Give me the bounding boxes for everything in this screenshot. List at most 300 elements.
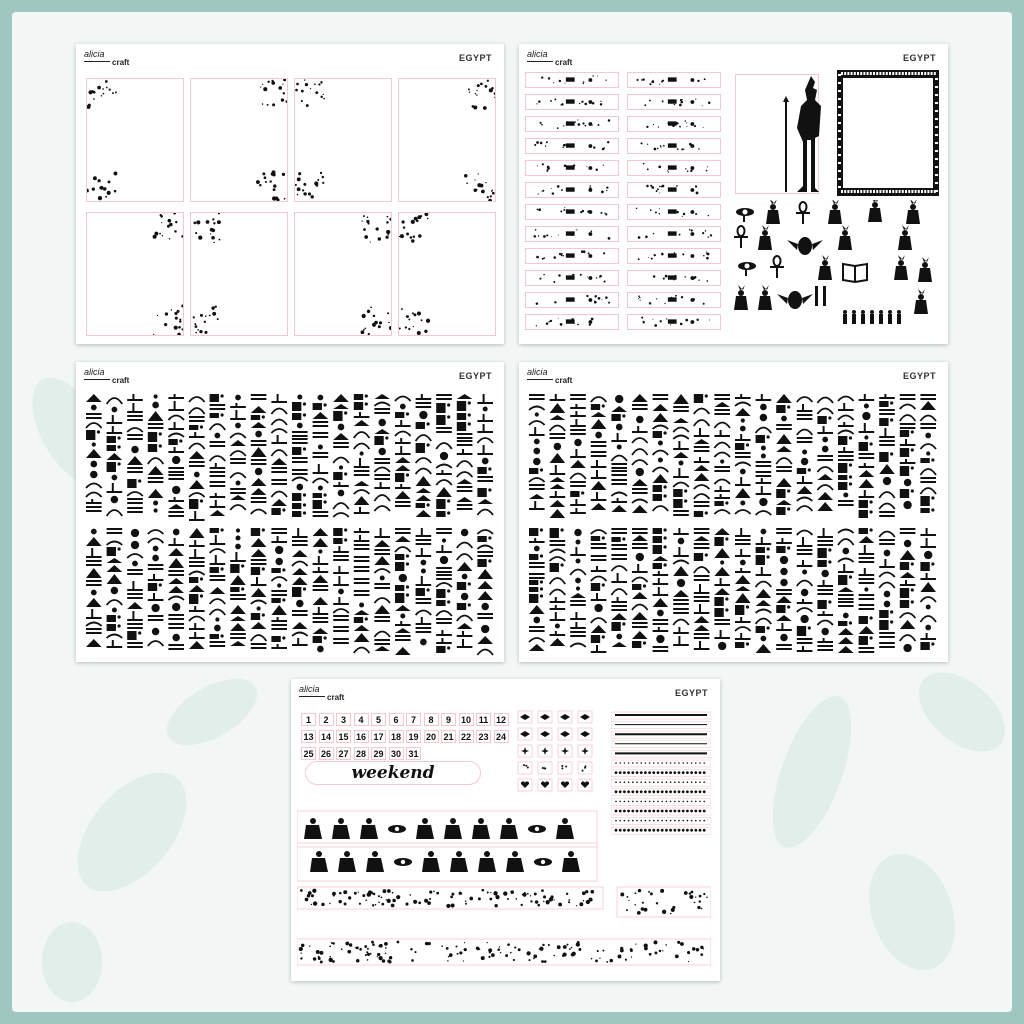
hieroglyph-glyph (153, 546, 159, 552)
hieroglyph-glyph (756, 644, 772, 653)
hieroglyph-glyph (694, 511, 708, 517)
hieroglyph-glyph (879, 492, 895, 498)
hieroglyph-glyph (457, 449, 473, 455)
hieroglyph-glyph (313, 500, 327, 509)
brand-logo (527, 49, 587, 71)
hieroglyph-glyph (107, 453, 123, 460)
hieroglyph-glyph (714, 567, 730, 576)
hieroglyph-glyph (920, 477, 936, 483)
hieroglyph-glyph (251, 406, 267, 413)
hieroglyph-glyph (591, 625, 607, 633)
hieroglyph-glyph (477, 613, 493, 619)
hieroglyph-glyph (611, 493, 627, 497)
hieroglyph-glyph (168, 467, 184, 473)
hieroglyph-glyph (477, 510, 493, 516)
hieroglyph-glyph (756, 435, 770, 443)
hieroglyph-glyph (333, 472, 347, 480)
hieroglyph-glyph (354, 590, 370, 596)
hieroglyph-glyph (210, 500, 226, 508)
brand-suffix: craft (555, 376, 573, 385)
hieroglyph-glyph (838, 397, 854, 402)
sheet-title: EGYPT (458, 53, 492, 63)
hieroglyph-glyph (107, 547, 121, 556)
hieroglyph-glyph (399, 574, 407, 582)
hieroglyph-glyph (172, 603, 180, 611)
hieroglyph-glyph (230, 488, 246, 494)
brand-suffix: craft (327, 693, 345, 702)
hieroglyph-glyph (776, 458, 792, 464)
hieroglyph-glyph (436, 528, 452, 534)
ankh-icon (796, 202, 810, 224)
hieroglyph-glyph (210, 481, 226, 487)
hieroglyph-glyph (354, 432, 370, 438)
hieroglyph-glyph (152, 628, 160, 636)
hieroglyph-glyph (168, 644, 184, 650)
hieroglyph-glyph (570, 644, 586, 648)
hieroglyph-glyph (776, 394, 792, 403)
hieroglyph-glyph (210, 555, 226, 565)
hieroglyph-glyph (148, 593, 164, 601)
hieroglyph-glyph (416, 528, 432, 537)
hieroglyph-glyph (380, 576, 385, 581)
brand-suffix: craft (112, 58, 130, 67)
hieroglyph-glyph (436, 638, 452, 644)
hieroglyph-glyph (257, 606, 261, 610)
hieroglyph-glyph (714, 394, 730, 400)
washi-strip-sticker (525, 292, 619, 308)
sheet-title: EGYPT (902, 53, 936, 63)
hieroglyph-glyph (797, 626, 811, 636)
hieroglyph-glyph (230, 434, 246, 439)
hieroglyph-glyph (215, 617, 219, 621)
hieroglyph-glyph (168, 586, 184, 593)
hieroglyph-glyph (313, 479, 329, 484)
hieroglyph-glyph (313, 617, 329, 623)
washi-strip-sticker (627, 270, 721, 286)
hieroglyph-glyph (354, 528, 370, 533)
hieroglyph-glyph (236, 536, 241, 541)
hieroglyph-glyph (570, 394, 586, 400)
hieroglyph-glyph (632, 631, 648, 639)
hieroglyph-glyph (86, 623, 102, 627)
hieroglyph-glyph (168, 511, 184, 517)
scarab-icon (777, 291, 813, 309)
hieroglyph-glyph (533, 458, 541, 466)
hieroglyph-glyph (374, 495, 390, 501)
hieroglyph-glyph (694, 553, 708, 561)
hieroglyph-glyph (333, 433, 349, 440)
washi-strip-sticker (627, 226, 721, 242)
hieroglyph-glyph (416, 611, 432, 616)
hieroglyph-glyph (168, 597, 184, 601)
hieroglyph-glyph (457, 554, 473, 560)
hieroglyph-glyph (251, 488, 267, 495)
hieroglyph-glyph (148, 444, 162, 452)
hieroglyph-glyph (296, 484, 303, 491)
hieroglyph-glyph (152, 402, 159, 409)
hieroglyph-glyph (416, 435, 432, 441)
hieroglyph-glyph (148, 432, 162, 442)
hieroglyph-glyph (776, 478, 792, 487)
hieroglyph-glyph (313, 567, 329, 573)
brand-logo (527, 367, 587, 389)
hieroglyph-glyph (817, 580, 833, 587)
hieroglyph-glyph (457, 433, 473, 439)
hieroglyph-glyph (714, 578, 730, 586)
hieroglyph-glyph (550, 631, 566, 636)
hieroglyph-glyph (570, 411, 586, 417)
deco-sticker (578, 745, 592, 757)
hieroglyph-glyph (86, 430, 100, 440)
hieroglyph-glyph (694, 616, 710, 623)
divider-line (611, 750, 711, 757)
hieroglyph-glyph (735, 633, 751, 640)
cat-icon (906, 200, 920, 224)
hieroglyph-glyph (251, 497, 267, 503)
hieroglyph-glyph (781, 416, 787, 422)
hieroglyph-glyph (653, 619, 669, 625)
hieroglyph-glyph (210, 599, 226, 604)
hieroglyph-glyph (354, 648, 370, 654)
hieroglyph-glyph (900, 600, 914, 608)
hieroglyph-glyph (550, 638, 566, 646)
date-sticker: 26 (319, 747, 334, 760)
hieroglyph-glyph (457, 562, 473, 571)
hieroglyph-glyph (714, 510, 730, 514)
hieroglyph-glyph (632, 535, 648, 541)
hieroglyph-glyph (374, 616, 390, 622)
hieroglyph-glyph (251, 588, 267, 597)
hieroglyph-glyph (333, 503, 349, 509)
egyptian-border-strips (297, 803, 607, 883)
hieroglyph-glyph (90, 471, 98, 479)
hieroglyph-glyph (550, 578, 566, 584)
hieroglyph-glyph (127, 569, 143, 575)
hieroglyph-glyph (838, 455, 854, 461)
hieroglyph-glyph (416, 576, 432, 586)
hieroglyph-glyph (374, 605, 390, 614)
hieroglyph-glyph (694, 473, 710, 481)
hieroglyph-glyph (436, 394, 452, 400)
hieroglyph-glyph (838, 539, 854, 545)
dotted-strip-sticker (617, 887, 711, 917)
washi-strip-sticker (525, 314, 619, 330)
divider-line (611, 827, 711, 834)
hieroglyph-glyph (797, 537, 813, 547)
hieroglyph-glyph (436, 487, 452, 497)
hieroglyph-glyph (632, 438, 648, 443)
hieroglyph-glyph (529, 538, 545, 543)
hieroglyph-glyph (271, 450, 287, 456)
hieroglyph-glyph (168, 434, 184, 438)
hieroglyph-glyph (313, 412, 329, 419)
hieroglyph-glyph (251, 415, 265, 420)
hieroglyph-glyph (230, 616, 246, 621)
hieroglyph-glyph (148, 574, 164, 581)
hieroglyph-glyph (86, 506, 102, 512)
hieroglyph-glyph (817, 455, 833, 461)
hieroglyph-glyph (529, 407, 545, 411)
hieroglyph-glyph (632, 505, 648, 513)
hieroglyph-glyph (317, 395, 323, 401)
deco-sticker (538, 711, 552, 723)
hieroglyph-glyph (333, 513, 349, 517)
hieroglyph-glyph (457, 603, 471, 610)
brand-logo (84, 49, 144, 71)
hieroglyph-glyph (756, 626, 770, 633)
hieroglyph-glyph (292, 493, 306, 501)
hieroglyph-glyph (817, 621, 833, 626)
hieroglyph-glyph (153, 501, 158, 506)
hieroglyph-glyph (251, 643, 267, 649)
hieroglyph-glyph (574, 529, 582, 537)
hieroglyph-glyph (611, 605, 627, 611)
hieroglyph-glyph (529, 554, 543, 560)
hieroglyph-glyph (694, 485, 710, 489)
hieroglyph-glyph (714, 423, 730, 429)
hieroglyph-glyph (673, 489, 687, 497)
hieroglyph-glyph (879, 464, 895, 474)
hieroglyph-glyph (251, 440, 267, 446)
hieroglyph-glyph (570, 404, 586, 409)
date-sticker: 16 (354, 730, 369, 743)
hieroglyph-glyph (477, 591, 493, 600)
sticker-sheet-hieroglyphs-b (519, 362, 948, 662)
hieroglyph-glyph (271, 644, 287, 649)
deco-sticker (518, 711, 532, 723)
hieroglyph-glyph (374, 474, 390, 480)
hieroglyph-glyph (591, 419, 607, 429)
flag-icon (815, 286, 826, 306)
hieroglyph-glyph (374, 408, 390, 414)
hieroglyph-glyph (817, 638, 833, 643)
deco-sticker (538, 745, 552, 757)
hieroglyph-glyph (780, 579, 788, 587)
hieroglyph-glyph (653, 563, 667, 569)
hieroglyph-glyph (251, 577, 267, 586)
hieroglyph-glyph (251, 510, 267, 515)
hieroglyph-glyph (591, 593, 607, 601)
hieroglyph-glyph (189, 493, 205, 497)
hieroglyph-glyph (776, 644, 792, 650)
hieroglyph-glyph (673, 627, 689, 634)
hieroglyph-glyph (920, 528, 936, 536)
hieroglyph-glyph (920, 573, 936, 580)
hieroglyph-glyph (189, 397, 205, 402)
hieroglyph-glyph (354, 458, 370, 468)
hieroglyph-glyph (292, 528, 308, 538)
hieroglyph-glyph (313, 421, 329, 427)
hieroglyph-glyph (838, 564, 854, 573)
hieroglyph-glyph (653, 485, 667, 492)
hieroglyph-glyph (333, 546, 349, 553)
hieroglyph-glyph (859, 442, 873, 451)
hieroglyph-glyph (529, 528, 543, 536)
hieroglyph-glyph (529, 594, 543, 603)
hieroglyph-glyph (900, 394, 916, 400)
hieroglyph-glyph (374, 549, 390, 555)
hieroglyph-glyph (797, 560, 813, 567)
hieroglyph-glyph (714, 630, 730, 639)
hieroglyph-glyph (760, 414, 768, 422)
hieroglyph-glyph (838, 646, 854, 653)
hieroglyph-glyph (168, 538, 184, 546)
hieroglyph-glyph (374, 598, 390, 603)
hieroglyph-glyph (900, 423, 916, 429)
hieroglyph-glyph (338, 490, 345, 497)
hieroglyph-glyph (838, 403, 854, 411)
hieroglyph-glyph (333, 442, 349, 448)
hieroglyph-glyph (271, 636, 285, 642)
hieroglyph-glyph (817, 589, 833, 595)
hieroglyph-glyph (817, 409, 833, 415)
hieroglyph-glyph (111, 407, 117, 413)
hieroglyph-glyph (313, 511, 329, 517)
hieroglyph-glyph (395, 501, 411, 507)
hieroglyph-glyph (271, 605, 287, 615)
hieroglyph-glyph (591, 536, 605, 541)
dotted-corner-decoration (87, 79, 183, 201)
hieroglyph-glyph (611, 456, 627, 462)
hieroglyph-glyph (879, 428, 895, 438)
hieroglyph-glyph (436, 618, 452, 624)
hieroglyph-glyph (236, 481, 241, 486)
hieroglyph-glyph (920, 488, 936, 494)
hieroglyph-glyph (900, 405, 916, 410)
hieroglyph-glyph (611, 479, 627, 485)
hieroglyph-glyph (550, 426, 566, 432)
hieroglyph-glyph (859, 616, 873, 624)
hieroglyph-glyph (529, 580, 543, 585)
hieroglyph-glyph (879, 583, 895, 589)
hieroglyph-glyph (313, 403, 327, 410)
hieroglyph-glyph (271, 528, 287, 534)
hieroglyph-glyph (611, 498, 627, 503)
hieroglyph-glyph (189, 594, 203, 604)
hieroglyph-glyph (148, 530, 164, 534)
hieroglyph-glyph (127, 434, 143, 440)
hieroglyph-glyph (477, 424, 493, 433)
hieroglyph-glyph (148, 423, 164, 429)
deco-sticker (558, 728, 572, 740)
hieroglyph-glyph (925, 433, 931, 439)
hieroglyph-glyph (313, 556, 329, 565)
hieroglyph-glyph (694, 494, 710, 499)
hieroglyph-glyph (127, 642, 143, 648)
hieroglyph-glyph (529, 587, 543, 592)
hieroglyph-glyph (632, 404, 648, 410)
hieroglyph-glyph (210, 610, 226, 616)
people-icon (843, 310, 901, 324)
hieroglyph-glyph (653, 578, 669, 585)
dotted-corner-decoration (87, 213, 183, 335)
hieroglyph-glyph (797, 599, 813, 604)
hieroglyph-glyph (354, 420, 370, 426)
hieroglyph-glyph (86, 568, 102, 578)
hieroglyph-glyph (694, 596, 710, 602)
hieroglyph-glyph (457, 422, 471, 431)
hieroglyph-glyph (151, 604, 159, 612)
hieroglyph-glyph (230, 403, 246, 408)
hieroglyph-glyph (920, 508, 934, 513)
hieroglyph-glyph (457, 543, 473, 549)
hieroglyph-glyph (673, 394, 689, 404)
hieroglyph-glyph (900, 448, 914, 457)
hieroglyph-glyph (879, 409, 895, 415)
hieroglyph-glyph (735, 510, 751, 514)
divider-line (611, 741, 711, 748)
hieroglyph-glyph (313, 464, 329, 474)
hieroglyph-glyph (714, 608, 728, 617)
hieroglyph-glyph (632, 592, 648, 599)
hieroglyph-glyph (570, 547, 586, 556)
hieroglyph-glyph (416, 458, 432, 463)
hieroglyph-glyph (756, 600, 772, 606)
date-sticker: 22 (459, 730, 474, 743)
hieroglyph-glyph (230, 505, 246, 510)
hieroglyph-glyph (756, 461, 772, 467)
hieroglyph-glyph (86, 537, 102, 546)
hieroglyph-glyph (210, 493, 226, 498)
deco-sticker (538, 728, 552, 740)
hieroglyph-glyph (400, 614, 405, 619)
hieroglyph-glyph (735, 394, 751, 399)
hieroglyph-glyph (884, 591, 891, 598)
hieroglyph-glyph (591, 645, 607, 653)
hieroglyph-glyph (591, 555, 607, 561)
hieroglyph-glyph (127, 479, 141, 488)
cat-icon (758, 225, 772, 250)
hieroglyph-glyph (86, 560, 102, 566)
deco-sticker (538, 762, 552, 774)
hieroglyph-glyph (632, 543, 648, 549)
hieroglyph-glyph (632, 449, 648, 455)
date-sticker: 30 (389, 747, 404, 760)
hieroglyph-glyph (900, 613, 916, 618)
hieroglyph-glyph (457, 504, 473, 510)
hieroglyph-glyph (920, 633, 936, 640)
eye-icon (738, 262, 756, 276)
hieroglyph-glyph (760, 404, 767, 411)
hieroglyph-glyph (591, 635, 605, 643)
hieroglyph-glyph (251, 459, 267, 465)
date-sticker: 29 (371, 747, 386, 760)
hieroglyph-glyph (86, 423, 102, 428)
hieroglyph-glyph (611, 406, 627, 412)
hieroglyph-glyph (694, 439, 710, 444)
date-sticker: 12 (494, 713, 509, 726)
washi-strip-sticker (627, 72, 721, 88)
hieroglyph-glyph (333, 404, 349, 409)
hieroglyph-glyph (277, 583, 281, 587)
hieroglyph-glyph (378, 419, 386, 427)
hieroglyph-glyph (756, 486, 772, 495)
hieroglyph-glyph (374, 429, 390, 434)
hieroglyph-glyph (416, 469, 432, 475)
hieroglyph-glyph (271, 508, 285, 515)
hieroglyph-glyph (817, 474, 833, 480)
hieroglyph-glyph (817, 528, 833, 538)
washi-strip-sticker (627, 248, 721, 264)
hieroglyph-glyph (292, 550, 308, 557)
hieroglyph-glyph (797, 581, 813, 587)
brand-name: alicia (527, 367, 548, 377)
hieroglyph-glyph (374, 468, 390, 473)
hieroglyph-glyph (338, 589, 344, 595)
bird-icon (766, 200, 780, 224)
brand-name: alicia (299, 684, 320, 694)
hieroglyph-glyph (776, 605, 790, 613)
